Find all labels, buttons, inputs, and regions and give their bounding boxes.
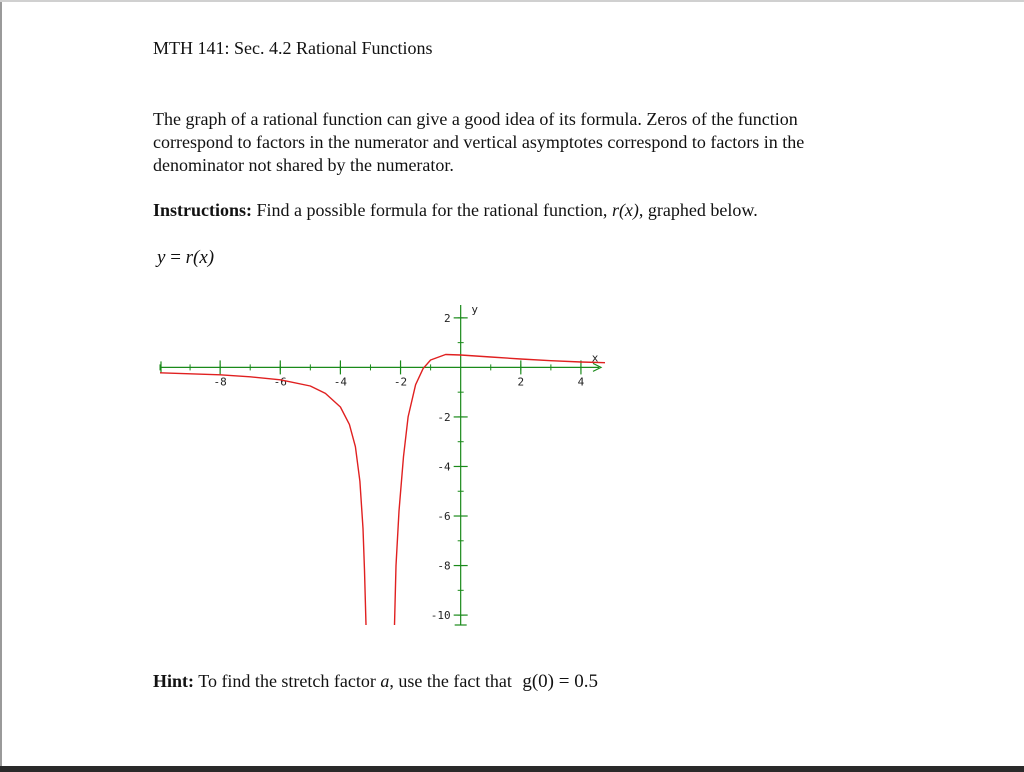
y-tick-label: -4 xyxy=(437,460,451,474)
y-tick-label: 2 xyxy=(444,311,451,325)
curve-branch-2 xyxy=(395,355,606,626)
hint-line xyxy=(153,671,598,693)
x-tick-label: -4 xyxy=(333,375,348,389)
instructions-label: Instructions: xyxy=(153,200,253,220)
x-axis-label: x xyxy=(591,351,599,365)
page-left-border xyxy=(0,0,2,772)
curve-branch-1 xyxy=(160,373,366,625)
x-tick-label: -6 xyxy=(273,375,287,389)
y-tick-label: -6 xyxy=(437,510,451,524)
graph-equation-label xyxy=(157,247,214,269)
page-title: MTH 141: Sec. 4.2 Rational Functions xyxy=(153,38,433,58)
hint-formula: g(0) = 0.5 xyxy=(522,671,598,692)
graph-label-y: y xyxy=(157,247,166,268)
hint-label: Hint: xyxy=(153,671,195,691)
x-tick-label: -2 xyxy=(393,375,408,389)
instructions-line xyxy=(153,200,758,221)
instructions-text: Find a possible formula for the rational function, xyxy=(256,200,608,220)
y-tick-label: -10 xyxy=(430,609,451,623)
hint-text-end: , use the fact that xyxy=(389,671,512,691)
x-tick-label: -8 xyxy=(213,375,227,389)
x-tick-label: 4 xyxy=(577,375,585,389)
page-bottom-border xyxy=(0,766,1024,772)
instructions-function-var: r(x) xyxy=(611,200,639,220)
hint-stretch-var: a xyxy=(380,671,390,691)
y-tick-label: -2 xyxy=(437,410,451,424)
page-top-border xyxy=(0,0,1024,2)
graph-label-equals: = xyxy=(165,247,186,268)
rational-function-graph xyxy=(155,295,615,630)
y-tick-label: -8 xyxy=(437,559,451,573)
instructions-text-end: , graphed below. xyxy=(638,200,758,220)
x-tick-label: 2 xyxy=(517,375,525,389)
y-axis-label: y xyxy=(471,303,478,316)
hint-text: To find the stretch factor xyxy=(198,671,376,691)
graph-label-rx: r(x) xyxy=(185,247,215,268)
intro-paragraph: The graph of a rational function can give a good idea of its formula. Zeros of the function correspond to factors in the numerator and vertical asymptotes correspond to factors in the denominator not shared by the numerator. xyxy=(153,109,805,175)
